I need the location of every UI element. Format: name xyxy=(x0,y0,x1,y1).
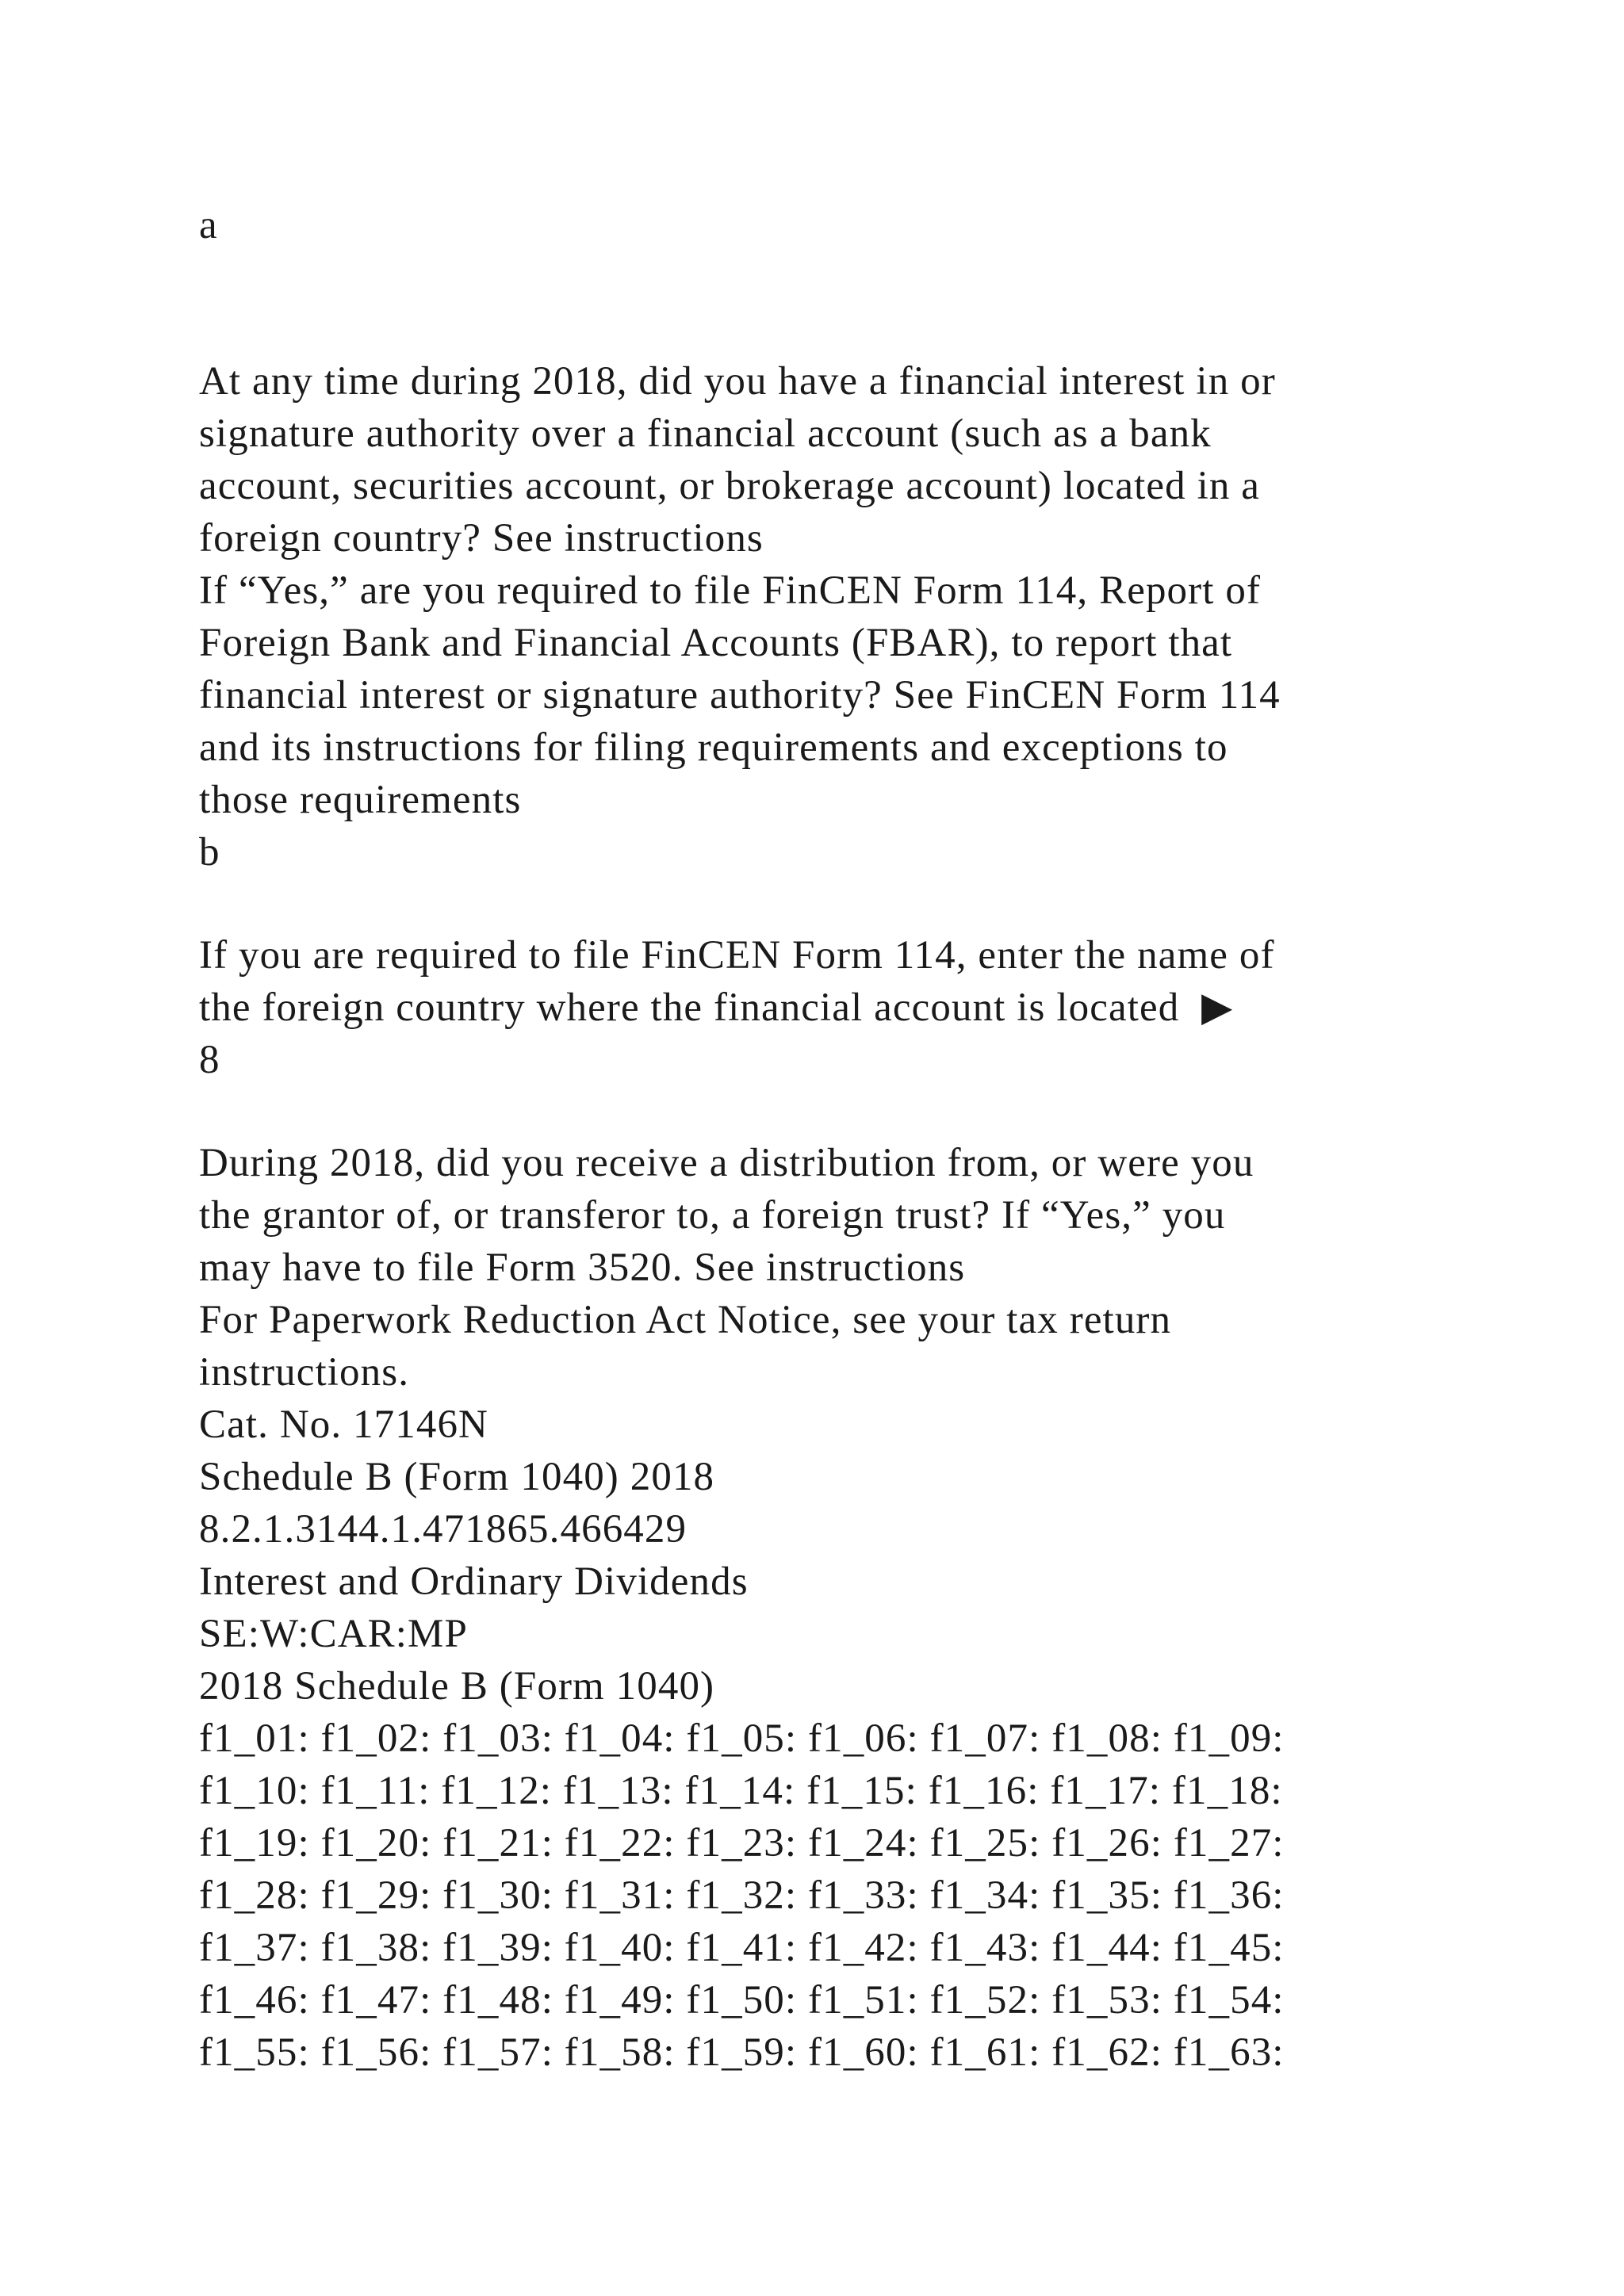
field-list-line: f1_46: f1_47: f1_48: f1_49: f1_50: f1_51: f1_52: f1_53: f1_54: xyxy=(199,1978,1285,2022)
field-list-line: f1_55: f1_56: f1_57: f1_58: f1_59: f1_60: f1_61: f1_62: f1_63: xyxy=(199,2030,1285,2075)
version-code: 8.2.1.3144.1.471865.466429 xyxy=(199,1507,688,1552)
form-title: 2018 Schedule B (Form 1040) xyxy=(199,1664,715,1709)
question-b-line: If you are required to file FinCEN Form 114, enter the name of xyxy=(199,933,1275,978)
question-8-line: may have to file Form 3520. See instructions xyxy=(199,1246,966,1290)
field-list-line: f1_10: f1_11: f1_12: f1_13: f1_14: f1_15: f1_16: f1_17: f1_18: xyxy=(199,1769,1283,1813)
paperwork-notice-line: instructions. xyxy=(199,1350,410,1395)
question-8-line: the grantor of, or transferor to, a foreign trust? If “Yes,” you xyxy=(199,1193,1226,1238)
question-a-line: account, securities account, or brokerage account) located in a xyxy=(199,464,1261,508)
item-label-b: b xyxy=(199,830,220,874)
field-list-line: f1_01: f1_02: f1_03: f1_04: f1_05: f1_06: f1_07: f1_08: f1_09: xyxy=(199,1716,1285,1761)
field-list-line: f1_28: f1_29: f1_30: f1_31: f1_32: f1_33: f1_34: f1_35: f1_36: xyxy=(199,1873,1285,1918)
paperwork-notice-line: For Paperwork Reduction Act Notice, see your tax return xyxy=(199,1298,1172,1342)
question-b-line: the foreign country where the financial account is located ▶ xyxy=(199,985,1234,1030)
field-list-line: f1_19: f1_20: f1_21: f1_22: f1_23: f1_24: f1_25: f1_26: f1_27: xyxy=(199,1821,1285,1866)
schedule-reference: Schedule B (Form 1040) 2018 xyxy=(199,1455,715,1499)
form-subtitle: Interest and Ordinary Dividends xyxy=(199,1559,749,1604)
fbar-question-line: those requirements xyxy=(199,778,522,822)
cat-number: Cat. No. 17146N xyxy=(199,1402,488,1447)
question-a-line: foreign country? See instructions xyxy=(199,516,764,561)
item-label-a: a xyxy=(199,203,218,247)
routing-code: SE:W:CAR:MP xyxy=(199,1612,468,1656)
question-a-line: signature authority over a financial account (such as a bank xyxy=(199,411,1212,456)
fbar-question-line: financial interest or signature authority? See FinCEN Form 114 xyxy=(199,673,1281,718)
item-label-8: 8 xyxy=(199,1038,220,1082)
question-8-line: During 2018, did you receive a distribution from, or were you xyxy=(199,1141,1254,1185)
fbar-question-line: and its instructions for filing requirements and exceptions to xyxy=(199,725,1228,770)
question-a-line: At any time during 2018, did you have a financial interest in or xyxy=(199,359,1276,404)
field-list-line: f1_37: f1_38: f1_39: f1_40: f1_41: f1_42: f1_43: f1_44: f1_45: xyxy=(199,1926,1285,1970)
fbar-question-line: If “Yes,” are you required to file FinCEN Form 114, Report of xyxy=(199,568,1262,613)
fbar-question-line: Foreign Bank and Financial Accounts (FBAR), to report that xyxy=(199,621,1233,665)
